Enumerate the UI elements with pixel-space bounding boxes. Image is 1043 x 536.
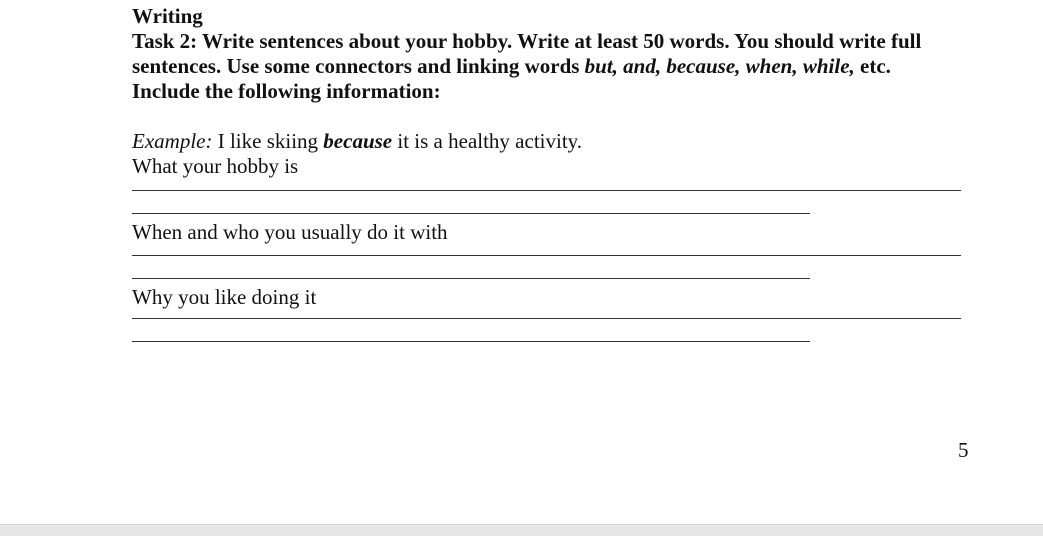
answer-line-2a[interactable]: [132, 255, 961, 256]
answer-line-1b[interactable]: [132, 213, 810, 214]
task-line-2: [132, 54, 972, 79]
example-before: I like skiing: [212, 129, 324, 153]
answer-line-3a[interactable]: [132, 318, 961, 319]
example-emphasis: because: [323, 129, 393, 153]
example-label: Example:: [132, 129, 213, 153]
linking-words: but, and, because, when, while,: [584, 54, 855, 78]
task-instructions: [132, 29, 972, 104]
viewer-bottom-bar: [0, 524, 1043, 536]
task-line-2-start: sentences. Use some connectors and linking words: [132, 54, 585, 78]
answer-line-3b[interactable]: [132, 341, 810, 342]
answer-line-2b[interactable]: [132, 278, 810, 279]
worksheet-content: [132, 4, 972, 342]
prompt-when-who: When and who you usually do it with: [132, 220, 448, 244]
task-line-1: Task 2: Write sentences about your hobby. Write at least 50 words. You should write full: [132, 29, 922, 53]
answer-line-1a[interactable]: [132, 190, 961, 191]
prompt-why: Why you like doing it: [132, 285, 317, 309]
task-line-3: Include the following information:: [132, 79, 441, 103]
prompt-hobby: What your hobby is: [132, 154, 299, 178]
task-line-2-end: etc.: [854, 54, 891, 78]
example-sentence: [132, 129, 972, 154]
section-title: Writing: [132, 4, 203, 28]
example-after: it is a healthy activity.: [392, 129, 583, 153]
page-number: 5: [958, 438, 969, 462]
